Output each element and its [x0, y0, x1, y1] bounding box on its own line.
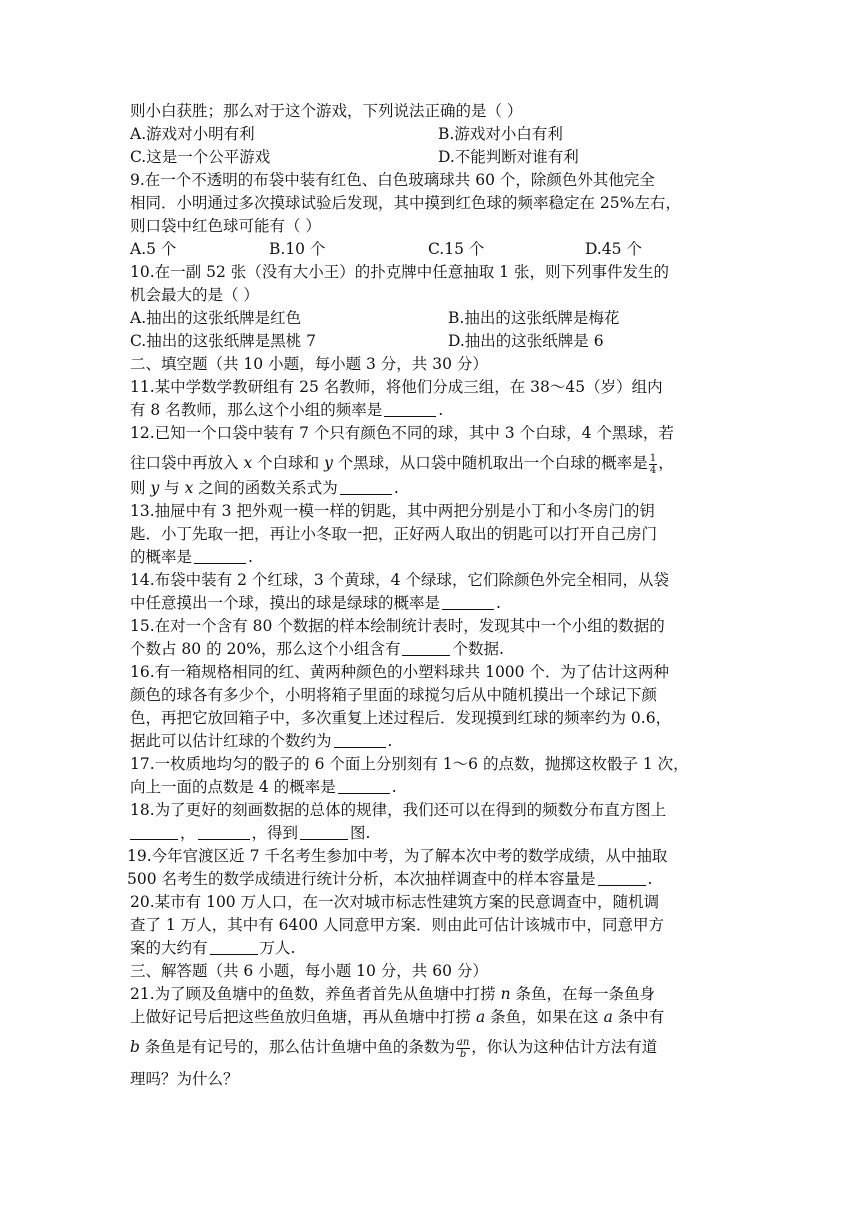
q12-text-3b: 与: [164, 479, 180, 497]
q12-var-y: y: [324, 454, 333, 472]
q8-stem: [130, 100, 740, 123]
q10-line1: [130, 261, 740, 284]
q17-line2: [130, 776, 740, 799]
q16-line4: [130, 730, 740, 753]
q20-text-2: 查了 1 万人，其中有 6400 人同意甲方案．则由此可估计该城市中，同意甲方: [130, 916, 665, 934]
q16-period: .: [387, 732, 393, 750]
q13-text-2: 匙．小丁先取一把，再让小冬取一把，正好两人取出的钥匙可以打开自己房门: [130, 525, 658, 543]
q13-text-3: 的概率是: [130, 548, 193, 566]
q12-line2: [130, 445, 740, 477]
q15-text-1: 15.在对一个含有 80 个数据的样本绘制统计表时，发现其中一个小组的数据的: [130, 617, 665, 635]
q21-line2: [130, 1006, 740, 1029]
q21-text-3b: ，你认为这种估计方法有道: [471, 1038, 658, 1056]
q9-option-d[interactable]: D.45 个: [585, 240, 642, 258]
q14-period: .: [496, 594, 501, 612]
q12-answer-blank[interactable]: [340, 479, 392, 495]
q10-option-c[interactable]: C.抽出的这张纸牌是黑桃 7: [130, 332, 317, 350]
q18-answer-blank-1[interactable]: [130, 824, 178, 840]
q21-text-1a: 21.为了顾及鱼塘中的鱼数，养鱼者首先从鱼塘中打捞: [130, 985, 496, 1003]
q14-line2: [130, 592, 740, 615]
q9-option-a[interactable]: A.5 个: [130, 240, 177, 258]
q13-text-1: 13.抽屉中有 3 把外观一模一样的钥匙，其中两把分别是小丁和小冬房门的钥: [130, 502, 655, 520]
q11-line2: [130, 399, 740, 422]
q13-line3: [130, 546, 740, 569]
q21-line4: [130, 1061, 740, 1093]
q10-options-row1: [130, 307, 740, 330]
section-2-title: 二、填空题（共 10 小题，每小题 3 分，共 30 分）: [130, 355, 488, 373]
q19-period: .: [647, 870, 653, 888]
q13-line2: [130, 523, 740, 546]
q21-var-b: b: [130, 1038, 140, 1056]
q21-text-3a: 条鱼是有记号的，那么估计鱼塘中鱼的条数为: [144, 1038, 455, 1056]
q10-text-2: 机会最大的是（ ）: [130, 286, 259, 304]
q12-fraction-numerator: 1: [649, 452, 657, 464]
q8-option-d[interactable]: D.不能判断对谁有利: [438, 148, 579, 166]
q21-line1: [130, 983, 740, 1006]
q16-line1: [130, 661, 740, 684]
q12-var-x: x: [243, 454, 253, 472]
q9-line3: [130, 215, 740, 238]
q21-text-1b: 条鱼，在每一条鱼身: [515, 985, 656, 1003]
q13-line1: [130, 500, 740, 523]
q12-var-y-2: y: [150, 479, 160, 497]
q21-line3: [130, 1029, 740, 1061]
q11-text-2: 有 8 名教师，那么这个小组的频率是: [130, 401, 383, 419]
q17-answer-blank[interactable]: [338, 778, 390, 794]
q8-options-row2: [130, 146, 740, 169]
q16-text-3: 色，再把它放回箱子中，多次重复上述过程后．发现摸到红球的频率约为 0.6，: [130, 709, 672, 727]
q19-line2: [127, 868, 740, 891]
section-2-heading: [130, 353, 740, 376]
q13-answer-blank[interactable]: [194, 548, 246, 564]
q21-text-2b: 条鱼，如果在这: [490, 1008, 599, 1026]
q15-text-2b: 个数据.: [452, 640, 504, 658]
q16-line2: [130, 684, 740, 707]
q14-answer-blank[interactable]: [442, 594, 494, 610]
q12-fraction-denominator: 4: [649, 464, 657, 476]
q12-line3: [130, 477, 740, 500]
q12-text-3a: 则: [130, 479, 146, 497]
q18-line2: [130, 822, 740, 845]
q10-options-row2: [130, 330, 740, 353]
q18-answer-blank-2[interactable]: [198, 824, 250, 840]
q11-period: .: [438, 401, 444, 419]
q10-text-1: 10.在一副 52 张（没有大小王）的扑克牌中任意抽取 1 张，则下列事件发生的: [130, 263, 669, 281]
q18-text-1: 18.为了更好的刻画数据的总体的规律，我们还可以在得到的频数分布直方图上: [130, 801, 667, 819]
q10-line2: [130, 284, 740, 307]
q13-period: .: [248, 548, 253, 566]
q18-end-text: 图.: [350, 824, 371, 842]
q16-text-4: 据此可以估计红球的个数约为: [130, 732, 332, 750]
q9-option-b[interactable]: B.10 个: [269, 240, 326, 258]
q9-option-c[interactable]: C.15 个: [428, 240, 485, 258]
q21-text-4: 理吗？为什么？: [130, 1070, 239, 1088]
q12-text-2a: 往口袋中再放入: [130, 454, 239, 472]
q9-text-2: 相同．小明通过多次摸球试验后发现，其中摸到红色球的频率稳定在 25%左右，: [130, 194, 681, 212]
q21-fraction: [456, 1037, 470, 1060]
q9-line2: [130, 192, 740, 215]
q20-answer-blank[interactable]: [210, 939, 258, 955]
q12-text-3c: 之间的函数关系式为: [198, 479, 338, 497]
q8-option-a[interactable]: A.游戏对小明有利: [130, 125, 255, 143]
q9-line1: [130, 169, 740, 192]
q21-text-2a: 上做好记号后把这些鱼放归鱼塘，再从鱼塘中打捞: [130, 1008, 472, 1026]
q19-line1: [127, 845, 740, 868]
q14-text-1: 14.布袋中装有 2 个红球，3 个黄球，4 个绿球，它们除颜色外完全相同，从袋: [130, 571, 669, 589]
q20-line1: [130, 891, 740, 914]
exam-page: [127, 100, 740, 1093]
q15-line1: [130, 615, 740, 638]
q12-var-x-2: x: [184, 479, 194, 497]
q8-options-row1: [130, 123, 740, 146]
q12-line1: [130, 422, 740, 445]
q15-answer-blank[interactable]: [402, 640, 450, 656]
q12-text-1: 12.已知一个口袋中装有 7 个只有颜色不同的球，其中 3 个白球，4 个黑球，若: [130, 424, 674, 442]
q9-options: [130, 238, 740, 261]
q18-sep-2: ，得到: [251, 824, 299, 842]
q17-period: .: [391, 778, 397, 796]
q18-answer-blank-3[interactable]: [300, 824, 348, 840]
q20-line3: [130, 937, 740, 960]
q20-line2: [130, 914, 740, 937]
q11-text-1: 11.某中学数学教研组有 25 名教师，将他们分成三组，在 38～45（岁）组内: [130, 378, 663, 396]
q20-text-1: 20.某市有 100 万人口，在一次对城市标志性建筑方案的民意调查中，随机调: [130, 893, 660, 911]
q19-answer-blank[interactable]: [598, 870, 646, 886]
q16-answer-blank[interactable]: [334, 732, 386, 748]
q20-text-3: 案的大约有: [130, 939, 208, 957]
q17-text-2: 向上一面的点数是 4 的概率是: [130, 778, 336, 796]
q18-sep-1: ，: [180, 824, 196, 842]
q10-option-b[interactable]: B.抽出的这张纸牌是梅花: [448, 309, 620, 327]
q15-text-2: 个数占 80 的 20%，那么这个小组含有: [130, 640, 401, 658]
q16-text-1: 16.有一箱规格相同的红、黄两种颜色的小塑料球共 1000 个．为了估计这两种: [130, 663, 669, 681]
q12-period: .: [393, 479, 399, 497]
q12-text-2b: 个白球和: [257, 454, 320, 472]
q19-text-2: 500 名考生的数学成绩进行统计分析，本次抽样调查中的样本容量是: [127, 870, 596, 888]
q20-text-3b: 万人.: [259, 939, 296, 957]
q14-line1: [130, 569, 740, 592]
q16-text-2: 颜色的球各有多少个，小明将箱子里面的球搅匀后从中随机摸出一个球记下颜: [130, 686, 658, 704]
q8-option-b[interactable]: B.游戏对小白有利: [438, 125, 563, 143]
q21-fraction-denominator: b: [459, 1048, 467, 1060]
q21-var-a-2: a: [603, 1008, 613, 1026]
q10-option-a[interactable]: A.抽出的这张纸牌是红色: [130, 309, 302, 327]
q9-text-1: 9.在一个不透明的布袋中装有红色、白色玻璃球共 60 个，除颜色外其他完全: [130, 171, 655, 189]
q11-line1: [130, 376, 740, 399]
section-3-title: 三、解答题（共 6 小题，每小题 10 分，共 60 分）: [130, 962, 488, 980]
q21-text-2c: 条中有: [617, 1008, 665, 1026]
section-3-heading: [130, 960, 740, 983]
q8-option-c[interactable]: C.这是一个公平游戏: [130, 148, 271, 166]
q12-text-2c: 个黑球，从口袋中随机取出一个白球的概率是: [337, 454, 648, 472]
q21-var-n: n: [500, 985, 511, 1003]
q18-line1: [130, 799, 740, 822]
q16-line3: [130, 707, 740, 730]
q9-text-3: 则口袋中红色球可能有（ ）: [130, 217, 321, 235]
q12-text-2d: ，: [658, 454, 674, 472]
q17-line1: [130, 753, 740, 776]
q21-var-a: a: [475, 1008, 486, 1026]
q8-stem-text: 则小白获胜；那么对于这个游戏，下列说法正确的是（ ）: [130, 102, 523, 120]
q12-fraction: [649, 453, 657, 476]
q11-answer-blank[interactable]: [384, 401, 436, 417]
q14-text-2: 中任意摸出一个球，摸出的球是绿球的概率是: [130, 594, 441, 612]
q15-line2: [130, 638, 740, 661]
q17-text-1: 17.一枚质地均匀的骰子的 6 个面上分别刻有 1～6 的点数，抛掷这枚骰子 1 次，: [130, 755, 689, 773]
q21-fraction-numerator: an: [456, 1036, 470, 1048]
q10-option-d[interactable]: D.抽出的这张纸牌是 6: [448, 332, 604, 350]
q19-text-1: 19.今年官渡区近 7 千名考生参加中考，为了解本次中考的数学成绩，从中抽取: [127, 847, 668, 865]
